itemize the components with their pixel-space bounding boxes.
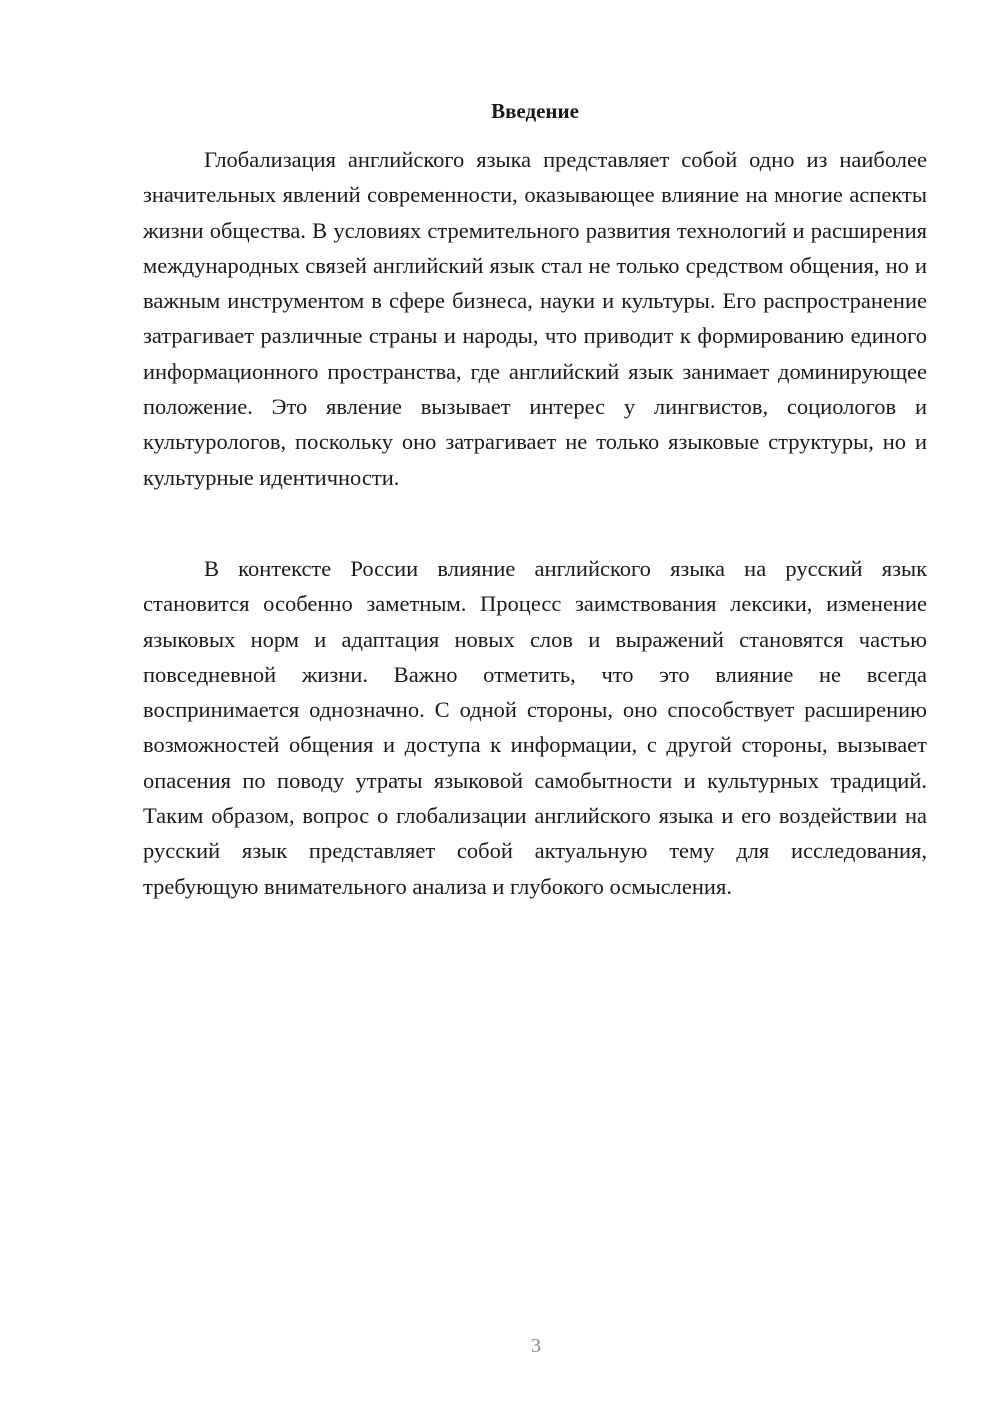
section-heading: Введение <box>491 99 579 123</box>
page-number: 3 <box>531 1335 541 1357</box>
paragraph-2: В контексте России влияние английского языка на русский язык становится особенно заметным. Процесс заимствования лексики, изменение языковых норм и адаптация новых слов и выражений становятся частью повседневной жизни. Важно отметить, что это влияние не всегда воспринимается однозначно. С одной стороны, оно способствует расширению возможностей общения и доступа к информации, с другой стороны, вызывает опасения по поводу утраты языковой самобытности и культурных традиций. Таким образом, вопрос о глобализации английского языка и его воздействии на русский язык представляет собой актуальную тему для исследования, требующую внимательного анализа и глубокого осмысления. <box>143 556 927 899</box>
paragraph-1: Глобализация английского языка представляет собой одно из наиболее значительных явлений современности, оказывающее влияние на многие аспекты жизни общества. В условиях стремительного развития технологий и расширения международных связей английский язык стал не только средством общения, но и важным инструментом в сфере бизнеса, науки и культуры. Его распространение затрагивает различные страны и народы, что приводит к формированию единого информационного пространства, где английский язык занимает доминирующее положение. Это явление вызывает интерес у лингвистов, социологов и культурологов, поскольку оно затрагивает не только языковые структуры, но и культурные идентичности. <box>143 147 927 490</box>
